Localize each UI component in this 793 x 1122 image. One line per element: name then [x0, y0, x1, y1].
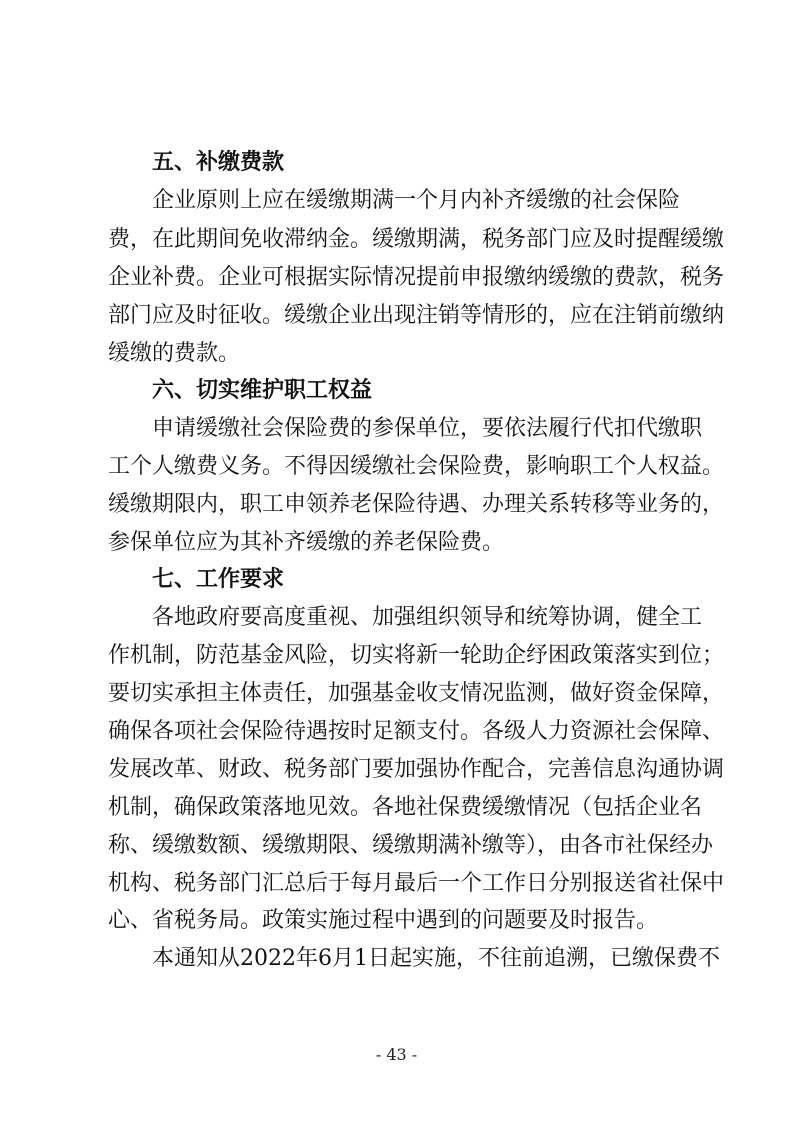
section-heading-7: 七、工作要求 — [152, 567, 285, 592]
paragraph-line: 机构、税务部门汇总后于每月最后一个工作日分别报送省社保中 — [108, 871, 725, 896]
paragraph-line: 各地政府要高度重视、加强组织领导和统筹协调，健全工 — [152, 605, 703, 630]
paragraph-line: 称、缓缴数额、缓缴期限、缓缴期满补缴等），由各市社保经办 — [108, 833, 714, 858]
paragraph-line: 缓缴期限内，职工申领养老保险待遇、办理关系转移等业务的， — [108, 492, 725, 517]
paragraph-line: 参保单位应为其补齐缓缴的养老保险费。 — [108, 530, 505, 555]
paragraph-line: 申请缓缴社会保险费的参保单位，要依法履行代扣代缴职 — [152, 416, 703, 441]
paragraph-line: 作机制，防范基金风险，切实将新一轮助企纾困政策落实到位； — [108, 643, 725, 668]
paragraph-line: 费，在此期间免收滞纳金。缓缴期满，税务部门应及时提醒缓缴 — [108, 227, 725, 252]
section-heading-5: 五、补缴费款 — [152, 150, 285, 175]
paragraph-line: 本通知从2022年6月1日起实施，不往前追溯，已缴保费不 — [152, 946, 720, 971]
paragraph-line: 工个人缴费义务。不得因缓缴社会保险费，影响职工个人权益。 — [108, 454, 725, 479]
paragraph-line: 发展改革、财政、税务部门要加强协作配合，完善信息沟通协调 — [108, 757, 725, 782]
section-heading-6: 六、切实维护职工权益 — [152, 378, 373, 403]
paragraph-line: 要切实承担主体责任，加强基金收支情况监测，做好资金保障， — [108, 681, 725, 706]
paragraph-line: 确保各项社会保险待遇按时足额支付。各级人力资源社会保障、 — [108, 719, 725, 744]
paragraph-line: 心、省税务局。政策实施过程中遇到的问题要及时报告。 — [108, 908, 659, 933]
paragraph-line: 企业补费。企业可根据实际情况提前申报缴纳缓缴的费款，税务 — [108, 265, 725, 290]
paragraph-line: 缓缴的费款。 — [108, 341, 241, 366]
paragraph-line: 企业原则上应在缓缴期满一个月内补齐缓缴的社会保险 — [152, 188, 681, 213]
page-number: - 43 - — [375, 1045, 418, 1064]
paragraph-line: 机制，确保政策落地见效。各地社保费缓缴情况（包括企业名 — [108, 795, 703, 820]
paragraph-line: 部门应及时征收。缓缴企业出现注销等情形的，应在注销前缴纳 — [108, 303, 725, 328]
